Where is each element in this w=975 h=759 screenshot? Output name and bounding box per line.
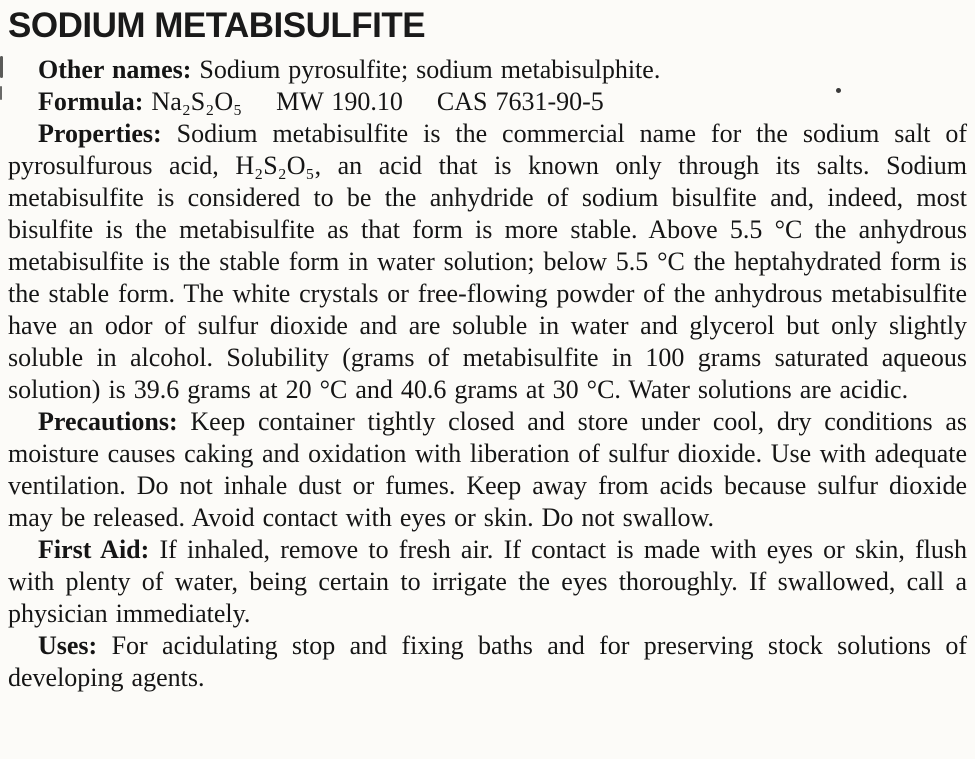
scan-speck	[836, 88, 841, 93]
precautions-paragraph	[8, 406, 967, 534]
other-names-label: Other names:	[38, 55, 192, 84]
formula-label: Formula:	[38, 87, 144, 116]
molecular-weight: MW 190.10	[276, 87, 403, 116]
formula-value: Na₂S₂O₅	[151, 87, 243, 116]
other-names-text: Sodium pyrosulfite; sodium metabisulphite.	[199, 55, 661, 84]
cas-number: CAS 7631-90-5	[436, 87, 604, 116]
scan-edge-mark	[0, 56, 3, 78]
uses-paragraph	[8, 630, 967, 694]
properties-label: Properties:	[38, 119, 162, 148]
entry-title: SODIUM METABISULFITE	[8, 6, 426, 45]
scan-edge-mark	[0, 86, 2, 100]
properties-paragraph	[8, 118, 967, 406]
uses-text: For acidulating stop and fixing baths and for preserving stock solutions of developing agents.	[8, 631, 968, 692]
other-names-paragraph	[8, 54, 967, 86]
first-aid-text: If inhaled, remove to fresh air. If contact is made with eyes or skin, flush with plenty of water, being certain to irrigate the eyes thoroughly. If swallowed, call a physician immediately.	[8, 535, 967, 628]
uses-label: Uses:	[38, 631, 98, 660]
entry-body	[8, 54, 967, 694]
properties-text: Sodium metabisulfite is the commercial name for the sodium salt of pyrosulfurous acid, H₂S₂O₅, an acid that is known only through its salts. Sodium metabisulfite is considered to be the anhydride of sodium bisulfite and, indeed, most bisulfite is the metabisulfite as that form is more stable. Above 5.5 °C the anhydrous metabisulfite is the stable form in water solution; below 5.5 °C the heptahydrated form is the stable form. The white crystals or free-flowing powder of the anhydrous metabisulfite have an odor of sulfur dioxide and are soluble in water and glycerol but only slightly soluble in alcohol. Solubility (grams of metabisulfite in 100 grams saturated aqueous solution) is 39.6 grams at 20 °C and 40.6 grams at 30 °C. Water solutions are acidic.	[8, 119, 967, 404]
first-aid-paragraph	[8, 534, 967, 630]
precautions-label: Precautions:	[38, 407, 178, 436]
precautions-text: Keep container tightly closed and store under cool, dry conditions as moisture causes caking and oxidation with liberation of sulfur dioxide. Use with adequate ventilation. Do not inhale dust or fumes. Keep away from acids because sulfur dioxide may be released. Avoid contact with eyes or skin. Do not swallow.	[8, 407, 968, 532]
formula-paragraph	[8, 86, 967, 118]
first-aid-label: First Aid:	[38, 535, 150, 564]
